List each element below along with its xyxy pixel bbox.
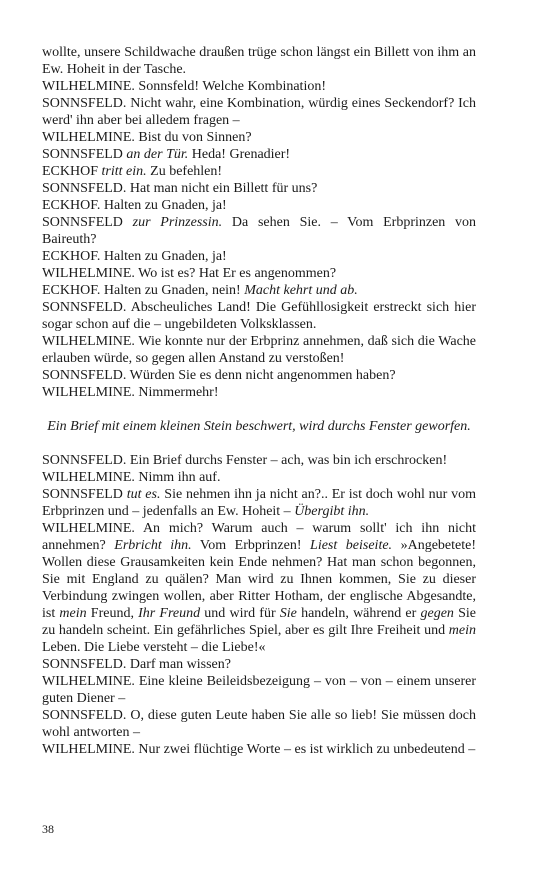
dialogue-line xyxy=(42,146,476,163)
spacer xyxy=(42,401,476,418)
speaker-name: SONNSFELD xyxy=(42,215,123,230)
speech-text: Leben. Die Liebe versteht – die Liebe!« xyxy=(42,640,266,655)
emphasis: mein xyxy=(448,623,477,638)
dialogue-line: SONNSFELD. Ein Brief durchs Fenster – ach, was bin ich erschrocken! xyxy=(42,453,448,468)
speech-text: Freund, xyxy=(90,606,134,621)
dialogue-line xyxy=(42,520,476,656)
emphasis: gegen xyxy=(420,606,454,621)
speech-text: Heda! Grenadier! xyxy=(191,147,291,162)
emphasis: Ihr Freund xyxy=(138,606,201,621)
dialogue-line: SONNSFELD. Abscheuliches Land! Die Gefühllosigkeit erstreckt sich hier sogar schon auf die – ungebildeten Volksklassen. xyxy=(42,300,476,332)
emphasis: Sie xyxy=(279,606,297,621)
speech-text: Sie zu handeln scheint. Ein gefährliches Spiel, aber es gilt Ihre Freiheit und xyxy=(42,606,476,638)
dialogue-line xyxy=(42,282,476,299)
speech-text: Sie nehmen ihn ja nicht an?.. Er ist doch wohl nur vom Erbprinzen und – jedenfalls an Ew. Hoheit – xyxy=(42,487,476,519)
inline-stage-direction: Übergibt ihn. xyxy=(294,504,370,519)
speech-text: WILHELMINE. An mich? Warum auch – warum sollt' ich ihn nicht annehmen? xyxy=(42,521,476,553)
dialogue-line xyxy=(42,214,476,248)
dialogue-line: SONNSFELD. Würden Sie es denn nicht angenommen haben? xyxy=(42,368,396,383)
inline-stage-direction: tritt ein. xyxy=(101,164,147,179)
dialogue-line: WILHELMINE. Wo ist es? Hat Er es angenommen? xyxy=(42,266,337,281)
dialogue-line: WILHELMINE. Nur zwei flüchtige Worte – es ist wirklich zu unbedeutend – xyxy=(42,742,476,757)
book-page xyxy=(42,44,476,758)
inline-stage-direction: Liest beiseite. xyxy=(310,538,393,553)
speech-text: Zu befehlen! xyxy=(150,164,223,179)
dialogue-line: WILHELMINE. Bist du von Sinnen? xyxy=(42,130,252,145)
dialogue-line: WILHELMINE. Eine kleine Beileidsbezeigung – von – von – einem unserer guten Diener – xyxy=(42,674,476,706)
dialogue-line: SONNSFELD. Nicht wahr, eine Kombination, würdig eines Seckendorf? Ich werd' ihn aber bei alledem fragen – xyxy=(42,96,476,128)
dialogue-line: SONNSFELD. Hat man nicht ein Billett für uns? xyxy=(42,181,318,196)
inline-stage-direction: tut es. xyxy=(126,487,161,502)
dialogue-line: WILHELMINE. Wie konnte nur der Erbprinz annehmen, daß sich die Wache erlauben würde, so gegen allen Anstand zu verstoßen! xyxy=(42,334,476,366)
speech-text: Da sehen Sie. – Vom Erbprinzen von Baireuth? xyxy=(42,215,477,247)
dialogue-line: wollte, unsere Schildwache draußen trüge schon längst ein Billett von ihm an Ew. Hoheit in der Tasche. xyxy=(42,45,476,77)
dialogue-line: WILHELMINE. Sonnsfeld! Welche Kombination! xyxy=(42,79,326,94)
page-number: 38 xyxy=(42,822,54,836)
emphasis: mein xyxy=(59,606,87,621)
dialogue-line: WILHELMINE. Nimm ihn auf. xyxy=(42,470,221,485)
inline-stage-direction: Macht kehrt und ab. xyxy=(244,283,358,298)
speaker-name: SONNSFELD xyxy=(42,147,123,162)
speech-text: »Angebetete! Wollen diese Grausamkeiten kein Ende nehmen? Hat man schon begonnen, Sie mit England zu quälen? Man wird zu Ihnen kommen, Sie zu dieser Verbindung zwingen wollen, aber Ritter Hotham, der englische Abgesandte, ist xyxy=(42,538,476,621)
speaker-name: SONNSFELD xyxy=(42,487,123,502)
dialogue-line: SONNSFELD. O, diese guten Leute haben Sie alle so lieb! Sie müssen doch wohl antworten – xyxy=(42,708,476,740)
speech-text: ECKHOF. Halten zu Gnaden, nein! xyxy=(42,283,241,298)
dialogue-line: WILHELMINE. Nimmermehr! xyxy=(42,385,219,400)
dialogue-line xyxy=(42,163,476,180)
inline-stage-direction: an der Tür. xyxy=(126,147,189,162)
speech-text: und wird für xyxy=(204,606,276,621)
dialogue-line xyxy=(42,486,476,520)
dialogue-line: ECKHOF. Halten zu Gnaden, ja! xyxy=(42,198,227,213)
speaker-name: ECKHOF xyxy=(42,164,99,179)
speech-text: Vom Erbprinzen! xyxy=(199,538,302,553)
inline-stage-direction: Erbricht ihn. xyxy=(114,538,192,553)
dialogue-line: ECKHOF. Halten zu Gnaden, ja! xyxy=(42,249,227,264)
inline-stage-direction: zur Prinzessin. xyxy=(132,215,223,230)
dialogue-line: SONNSFELD. Darf man wissen? xyxy=(42,657,231,672)
spacer xyxy=(42,435,476,452)
speech-text: handeln, während er xyxy=(301,606,417,621)
stage-direction: Ein Brief mit einem kleinen Stein beschwert, wird durchs Fenster geworfen. xyxy=(47,419,471,434)
